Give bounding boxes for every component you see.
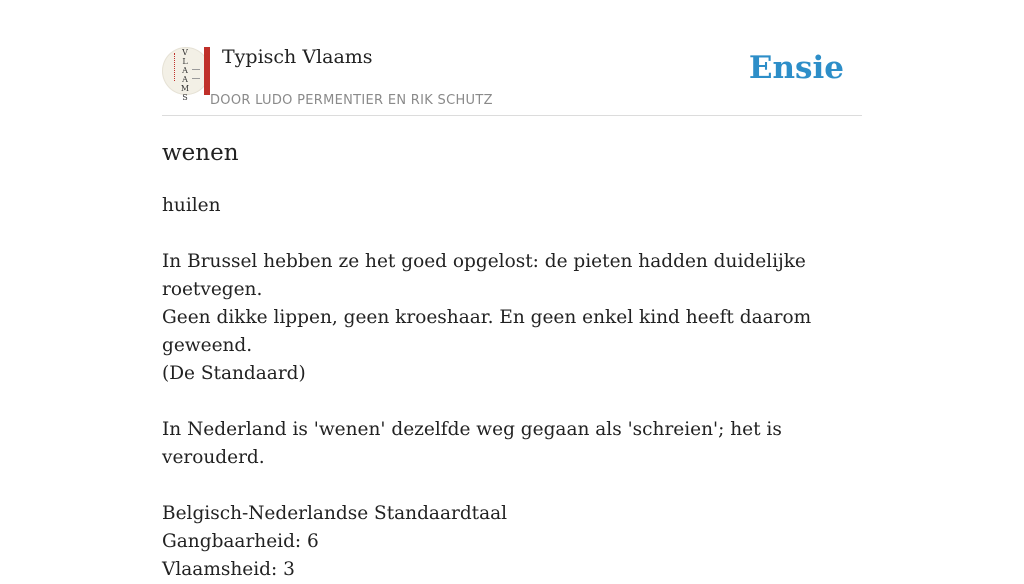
entry-frequency: Gangbaarheid: 6 — [162, 531, 319, 552]
entry-flemishness: Vlaamsheid: 3 — [162, 559, 295, 580]
entry-example-line: Geen dikke lippen, geen kroeshaar. En geen enkel kind heeft daarom geweend. — [162, 307, 812, 356]
cover-decoration — [174, 53, 178, 81]
entry-definition: huilen — [162, 195, 221, 216]
book-cover-thumbnail[interactable] — [162, 47, 210, 102]
entry-note: In Nederland is 'wenen' dezelfde weg gegaan als 'schreien'; het is verouderd. — [162, 419, 782, 468]
cover-letters: V L A A M S — [180, 48, 190, 102]
spacer — [162, 220, 862, 248]
entry-body — [162, 192, 862, 584]
cover-red-stripe — [204, 47, 210, 95]
ensie-logo-link[interactable]: Ensie — [748, 50, 844, 86]
entry-category: Belgisch-Nederlandse Standaardtaal — [162, 503, 508, 524]
book-title[interactable]: Typisch Vlaams — [222, 46, 373, 68]
spacer — [162, 472, 862, 500]
entry-word: wenen — [162, 140, 239, 166]
spacer — [162, 388, 862, 416]
header — [162, 40, 862, 116]
entry-example-line: In Brussel hebben ze het goed opgelost: de pieten hadden duidelijke roetvegen. — [162, 251, 806, 300]
book-authors: DOOR LUDO PERMENTIER EN RIK SCHUTZ — [210, 93, 493, 108]
cover-lines — [192, 69, 200, 79]
entry-example-source: (De Standaard) — [162, 363, 306, 384]
